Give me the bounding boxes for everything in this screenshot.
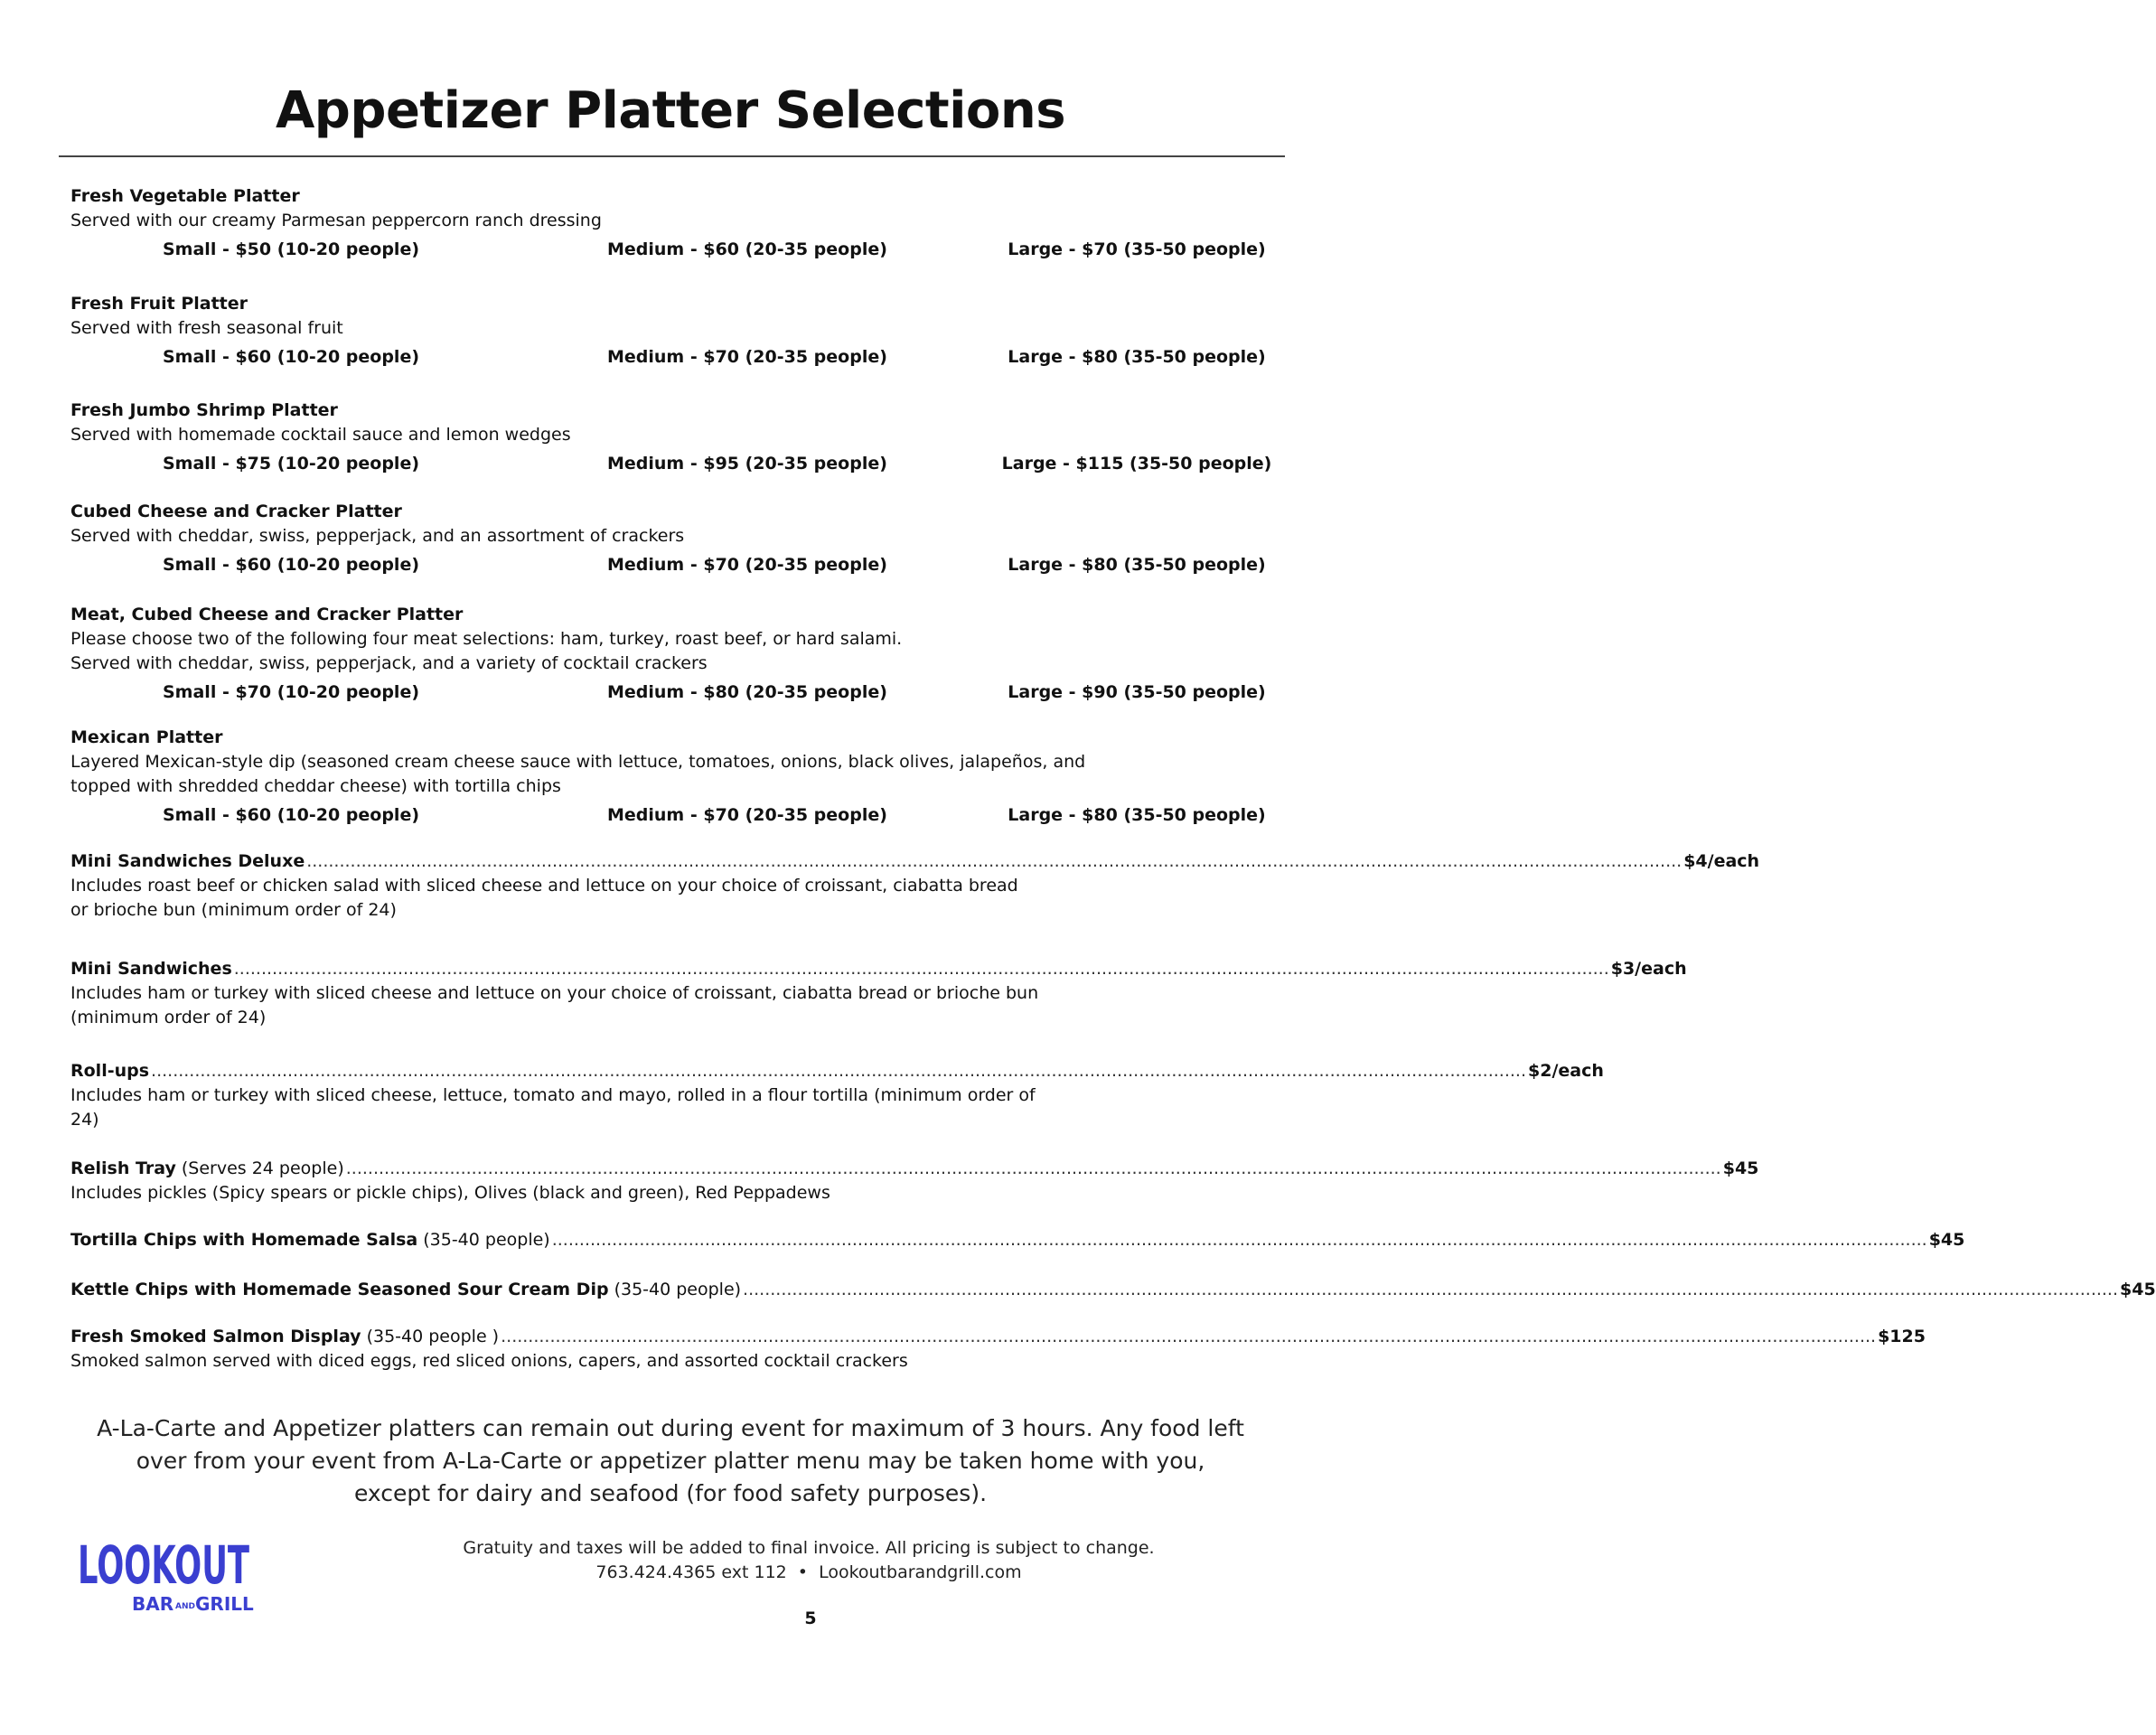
item-description: 24) bbox=[70, 1110, 99, 1130]
item-description: Includes ham or turkey with sliced cheese and lettuce on your choice of croissant, ciabatta bread or brioche bun bbox=[70, 983, 1039, 1003]
size-medium-price: Medium - $80 (20-35 people) bbox=[607, 682, 887, 702]
item-serving-note: (35-40 people ) bbox=[366, 1327, 500, 1346]
size-medium-price: Medium - $95 (20-35 people) bbox=[607, 454, 887, 474]
pricing-disclaimer: Gratuity and taxes will be added to final invoice. All pricing is subject to change. bbox=[463, 1538, 1155, 1558]
platter-fresh-vegetable bbox=[70, 184, 1281, 264]
logo-grill: GRILL bbox=[195, 1593, 254, 1615]
dot-leader bbox=[306, 849, 1682, 874]
size-medium-price: Medium - $70 (20-35 people) bbox=[607, 347, 887, 367]
platter-meat-cheese-cracker bbox=[70, 603, 1281, 707]
food-safety-notice bbox=[63, 1412, 1278, 1510]
dot-leader bbox=[552, 1228, 1927, 1252]
size-medium-price: Medium - $70 (20-35 people) bbox=[607, 555, 887, 575]
size-small-price: Small - $75 (10-20 people) bbox=[163, 454, 420, 474]
item-price: $4/each bbox=[1683, 851, 1760, 871]
size-large-price: Large - $115 (35-50 people) bbox=[1001, 454, 1272, 474]
platter-description: topped with shredded cheddar cheese) with tortilla chips bbox=[70, 776, 561, 796]
item-name: Kettle Chips with Homemade Seasoned Sour Cream Dip bbox=[70, 1280, 609, 1299]
platter-description: Please choose two of the following four meat selections: ham, turkey, roast beef, or hard salami. bbox=[70, 629, 903, 649]
platter-jumbo-shrimp bbox=[70, 399, 1281, 478]
platter-name: Fresh Vegetable Platter bbox=[70, 186, 300, 206]
logo-wordmark: LOOKOUT bbox=[78, 1534, 250, 1596]
platter-name: Fresh Jumbo Shrimp Platter bbox=[70, 400, 338, 420]
item-price: $45 bbox=[1928, 1230, 1965, 1250]
platter-fresh-fruit bbox=[70, 292, 1281, 371]
dot-leader bbox=[346, 1157, 1721, 1181]
item-description: Smoked salmon served with diced eggs, red sliced onions, capers, and assorted cocktail crackers bbox=[70, 1351, 908, 1371]
title-divider bbox=[59, 155, 1285, 157]
item-description: Includes ham or turkey with sliced cheese, lettuce, tomato and mayo, rolled in a flour tortilla (minimum order of bbox=[70, 1085, 1036, 1105]
contact-separator: • bbox=[797, 1562, 809, 1582]
item-name: Fresh Smoked Salmon Display bbox=[70, 1327, 361, 1346]
item-price: $2/each bbox=[1528, 1061, 1604, 1081]
platter-name: Mexican Platter bbox=[70, 727, 223, 747]
size-small-price: Small - $60 (10-20 people) bbox=[163, 805, 420, 825]
platter-name: Meat, Cubed Cheese and Cracker Platter bbox=[70, 605, 464, 624]
item-name: Mini Sandwiches Deluxe bbox=[70, 851, 305, 871]
item-serving-note: (35-40 people) bbox=[423, 1230, 550, 1250]
notice-line: A-La-Carte and Appetizer platters can remain out during event for maximum of 3 hours. Any food left bbox=[97, 1415, 1244, 1441]
platter-cheese-cracker bbox=[70, 500, 1281, 579]
platter-sizes bbox=[70, 450, 1281, 478]
size-large-price: Large - $80 (35-50 people) bbox=[1008, 555, 1266, 575]
size-medium-price: Medium - $60 (20-35 people) bbox=[607, 239, 887, 259]
platter-description: Served with fresh seasonal fruit bbox=[70, 318, 343, 338]
item-price: $45 bbox=[1722, 1158, 1759, 1178]
size-medium-price: Medium - $70 (20-35 people) bbox=[607, 805, 887, 825]
item-price: $125 bbox=[1878, 1327, 1926, 1346]
item-mini-sandwiches bbox=[70, 957, 1687, 1030]
item-description: Includes pickles (Spicy spears or pickle chips), Olives (black and green), Red Peppadews bbox=[70, 1183, 830, 1203]
contact-line bbox=[398, 1561, 1220, 1585]
item-name: Roll-ups bbox=[70, 1061, 150, 1081]
item-tortilla-chips-salsa bbox=[70, 1228, 1965, 1252]
item-name: Mini Sandwiches bbox=[70, 959, 232, 979]
item-price: $45 bbox=[2120, 1280, 2156, 1299]
item-description: Includes roast beef or chicken salad with sliced cheese and lettuce on your choice of croissant, ciabatta bread bbox=[70, 876, 1018, 896]
dot-leader bbox=[151, 1059, 1526, 1083]
item-price: $3/each bbox=[1610, 959, 1687, 979]
item-serving-note: (35-40 people) bbox=[614, 1280, 742, 1299]
platter-sizes bbox=[70, 551, 1281, 579]
size-large-price: Large - $90 (35-50 people) bbox=[1008, 682, 1266, 702]
item-description: (minimum order of 24) bbox=[70, 1008, 267, 1027]
footer bbox=[398, 1536, 1220, 1585]
platter-mexican bbox=[70, 726, 1281, 830]
platter-description: Served with our creamy Parmesan peppercorn ranch dressing bbox=[70, 211, 602, 230]
platter-sizes bbox=[70, 236, 1281, 264]
platter-name: Fresh Fruit Platter bbox=[70, 294, 248, 314]
item-name: Relish Tray bbox=[70, 1158, 176, 1178]
item-description: or brioche bun (minimum order of 24) bbox=[70, 900, 397, 920]
notice-line: except for dairy and seafood (for food safety purposes). bbox=[353, 1480, 988, 1506]
platter-sizes bbox=[70, 802, 1281, 830]
size-small-price: Small - $70 (10-20 people) bbox=[163, 682, 420, 702]
item-serving-note: (Serves 24 people) bbox=[181, 1158, 344, 1178]
platter-description: Layered Mexican-style dip (seasoned cream cheese sauce with lettuce, tomatoes, onions, black olives, jalapeños, and bbox=[70, 752, 1086, 772]
platter-sizes bbox=[70, 679, 1281, 707]
dot-leader bbox=[501, 1325, 1876, 1349]
logo-and: AND bbox=[175, 1602, 195, 1611]
dot-leader bbox=[743, 1278, 2118, 1302]
item-kettle-chips-dip bbox=[70, 1278, 2156, 1302]
platter-sizes bbox=[70, 343, 1281, 371]
size-large-price: Large - $80 (35-50 people) bbox=[1008, 347, 1266, 367]
platter-description: Served with cheddar, swiss, pepperjack, and a variety of cocktail crackers bbox=[70, 653, 708, 673]
platter-description: Served with cheddar, swiss, pepperjack, and an assortment of crackers bbox=[70, 526, 685, 546]
lookout-logo bbox=[78, 1529, 258, 1616]
page-title: Appetizer Platter Selections bbox=[275, 81, 1066, 140]
item-relish-tray bbox=[70, 1157, 1759, 1205]
size-small-price: Small - $60 (10-20 people) bbox=[163, 347, 420, 367]
item-mini-sandwiches-deluxe bbox=[70, 849, 1760, 923]
size-large-price: Large - $70 (35-50 people) bbox=[1008, 239, 1266, 259]
item-roll-ups bbox=[70, 1059, 1604, 1132]
size-large-price: Large - $80 (35-50 people) bbox=[1008, 805, 1266, 825]
size-small-price: Small - $50 (10-20 people) bbox=[163, 239, 420, 259]
item-name: Tortilla Chips with Homemade Salsa bbox=[70, 1230, 418, 1250]
page-number: 5 bbox=[804, 1608, 817, 1628]
size-small-price: Small - $60 (10-20 people) bbox=[163, 555, 420, 575]
dot-leader bbox=[234, 957, 1609, 981]
platter-description: Served with homemade cocktail sauce and lemon wedges bbox=[70, 425, 571, 445]
website-link[interactable]: Lookoutbarandgrill.com bbox=[819, 1562, 1022, 1582]
platter-name: Cubed Cheese and Cracker Platter bbox=[70, 502, 402, 521]
phone-number: 763.424.4365 ext 112 bbox=[595, 1562, 787, 1582]
item-smoked-salmon-display bbox=[70, 1325, 1926, 1374]
notice-line: over from your event from A-La-Carte or appetizer platter menu may be taken home with you, bbox=[136, 1448, 1205, 1474]
logo-bar: BAR bbox=[132, 1593, 174, 1615]
